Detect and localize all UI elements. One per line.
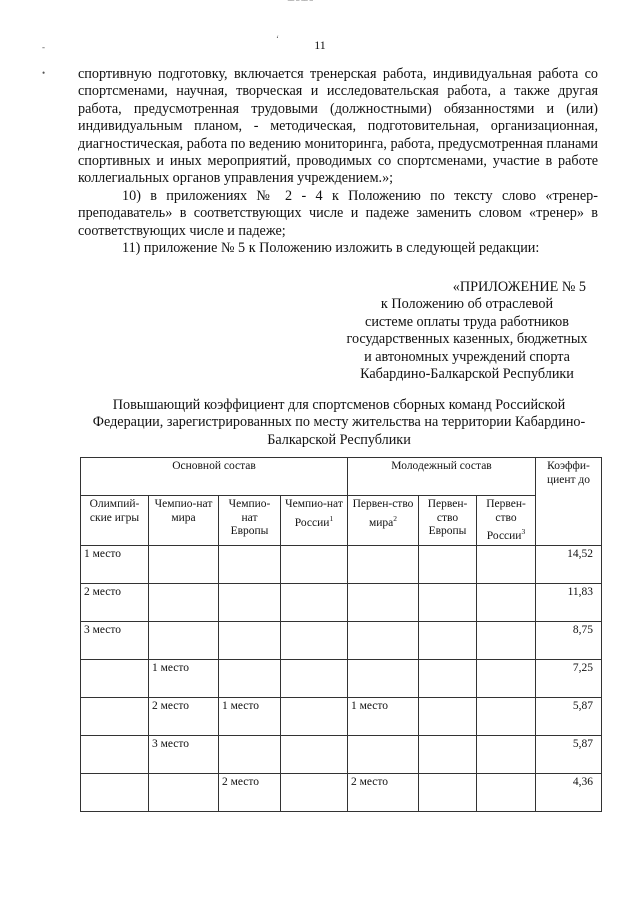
col-russia-champ: Чемпио-нат России$^1$ [281, 496, 348, 546]
cell-coef: 4,36 [536, 774, 602, 812]
cell-europe_youth [419, 546, 477, 584]
paragraph-continuation: спортивную подготовку, включается тренерская работа, индивидуальная работа со спортсменами, научная, творческая и исследовательская работа, а также другая работа, предусмотренная трудовыми (должностными) обязанностями и (или) индивидуальным планом, - методическая, подготовительная, организационная, диагностическая, работа по ведению мониторинга, работа, предусмотренная планами спортивных и иных мероприятий, проводимых со спортсменами, участие в работе коллегиальных органов управления учреждением.»; [78, 66, 598, 187]
cell-russia_youth [477, 546, 536, 584]
appendix-line: к Положению об отраслевой [380, 296, 554, 313]
table-row [81, 736, 602, 774]
col-olympic: Олимпий-ские игры [81, 496, 149, 546]
appendix-line: государственных казенных, бюджетных [346, 331, 588, 348]
cell-world_youth [348, 584, 419, 622]
cell-world [149, 622, 219, 660]
table-row [81, 698, 602, 736]
table-row [81, 660, 602, 698]
cell-europe_youth [419, 622, 477, 660]
cell-russia [281, 622, 348, 660]
cell-europe [219, 736, 281, 774]
table-row [81, 622, 602, 660]
col-europe-youth: Первен-ство Европы [419, 496, 477, 546]
footnote-3: 3 [521, 527, 526, 536]
cell-europe [219, 546, 281, 584]
coefficient-table [80, 457, 602, 812]
cell-europe_youth [419, 584, 477, 622]
cell-world_youth [348, 736, 419, 774]
col-russia-youth: Первен-ство России$^3$ [477, 496, 536, 546]
cell-world: 2 место [149, 698, 219, 736]
cell-russia [281, 660, 348, 698]
cell-world [149, 584, 219, 622]
cell-russia_youth [477, 774, 536, 812]
cell-olympic: 1 место [81, 546, 149, 584]
cell-europe_youth [419, 736, 477, 774]
appendix-line: Кабардино-Балкарской Республики [360, 366, 574, 383]
group-youth-header: Молодежный состав [348, 458, 536, 496]
paragraph-item-11: 11) приложение № 5 к Положению изложить в следующей редакции: [122, 240, 540, 257]
cell-russia [281, 736, 348, 774]
cell-olympic: 3 место [81, 622, 149, 660]
cell-russia_youth [477, 584, 536, 622]
coef-header: Коэффи-циент до [536, 458, 602, 546]
cell-europe [219, 584, 281, 622]
cell-world [149, 774, 219, 812]
cell-europe: 2 место [219, 774, 281, 812]
cell-europe [219, 660, 281, 698]
cell-world_youth [348, 622, 419, 660]
cell-coef: 5,87 [536, 698, 602, 736]
cell-world: 1 место [149, 660, 219, 698]
scan-dot: ‘ [276, 34, 279, 44]
cell-russia [281, 774, 348, 812]
cell-russia [281, 698, 348, 736]
appendix-header [318, 279, 616, 383]
appendix-line: «ПРИЛОЖЕНИЕ № 5 [452, 279, 586, 295]
scan-dot: - [42, 42, 45, 52]
cell-olympic [81, 660, 149, 698]
cell-coef: 8,75 [536, 622, 602, 660]
cell-russia [281, 546, 348, 584]
table-row [81, 584, 602, 622]
cell-russia [281, 584, 348, 622]
cell-world_youth: 2 место [348, 774, 419, 812]
cell-russia_youth [477, 622, 536, 660]
cell-world_youth [348, 660, 419, 698]
footnote-2: 2 [393, 513, 398, 523]
cell-world [149, 546, 219, 584]
cell-world: 3 место [149, 736, 219, 774]
page-number: 11 [314, 38, 326, 52]
cell-coef: 5,87 [536, 736, 602, 774]
scan-artifact: ‾‾ ‾ ‾‾ ‾ [288, 0, 313, 10]
cell-olympic [81, 774, 149, 812]
cell-coef: 14,52 [536, 546, 602, 584]
table-row [81, 546, 602, 584]
cell-europe: 1 место [219, 698, 281, 736]
cell-russia_youth [477, 698, 536, 736]
table-title: Повышающий коэффициент для спортсменов сборных команд Российской Федерации, зарегистрированных по месту жительства на территории Кабардино-Балкарской Республики [92, 397, 586, 448]
col-world-youth: Первен-ство мира$^2$ [348, 496, 419, 546]
col-europe-champ: Чемпио-нат Европы [219, 496, 281, 546]
cell-europe_youth [419, 774, 477, 812]
cell-europe_youth [419, 660, 477, 698]
paragraph-item-10: 10) в приложениях № 2 - 4 к Положению по тексту слово «тренер-преподаватель» в соответствующих числе и падеже заменить словом «тренер» в соответствующих числе и падеже; [78, 187, 598, 239]
cell-europe [219, 622, 281, 660]
cell-europe_youth [419, 698, 477, 736]
footnote-1: 1 [329, 513, 334, 523]
cell-russia_youth [477, 660, 536, 698]
cell-olympic [81, 698, 149, 736]
table-row [81, 774, 602, 812]
col-world-champ: Чемпио-нат мира [149, 496, 219, 546]
body-text [78, 66, 598, 257]
appendix-line: и автономных учреждений спорта [364, 348, 570, 365]
cell-coef: 11,83 [536, 584, 602, 622]
cell-world_youth [348, 546, 419, 584]
group-main-header: Основной состав [81, 458, 348, 496]
cell-olympic [81, 736, 149, 774]
scan-dot: • [42, 68, 46, 78]
cell-olympic: 2 место [81, 584, 149, 622]
appendix-line: системе оплаты труда работников [365, 313, 569, 330]
cell-russia_youth [477, 736, 536, 774]
cell-world_youth: 1 место [348, 698, 419, 736]
cell-coef: 7,25 [536, 660, 602, 698]
